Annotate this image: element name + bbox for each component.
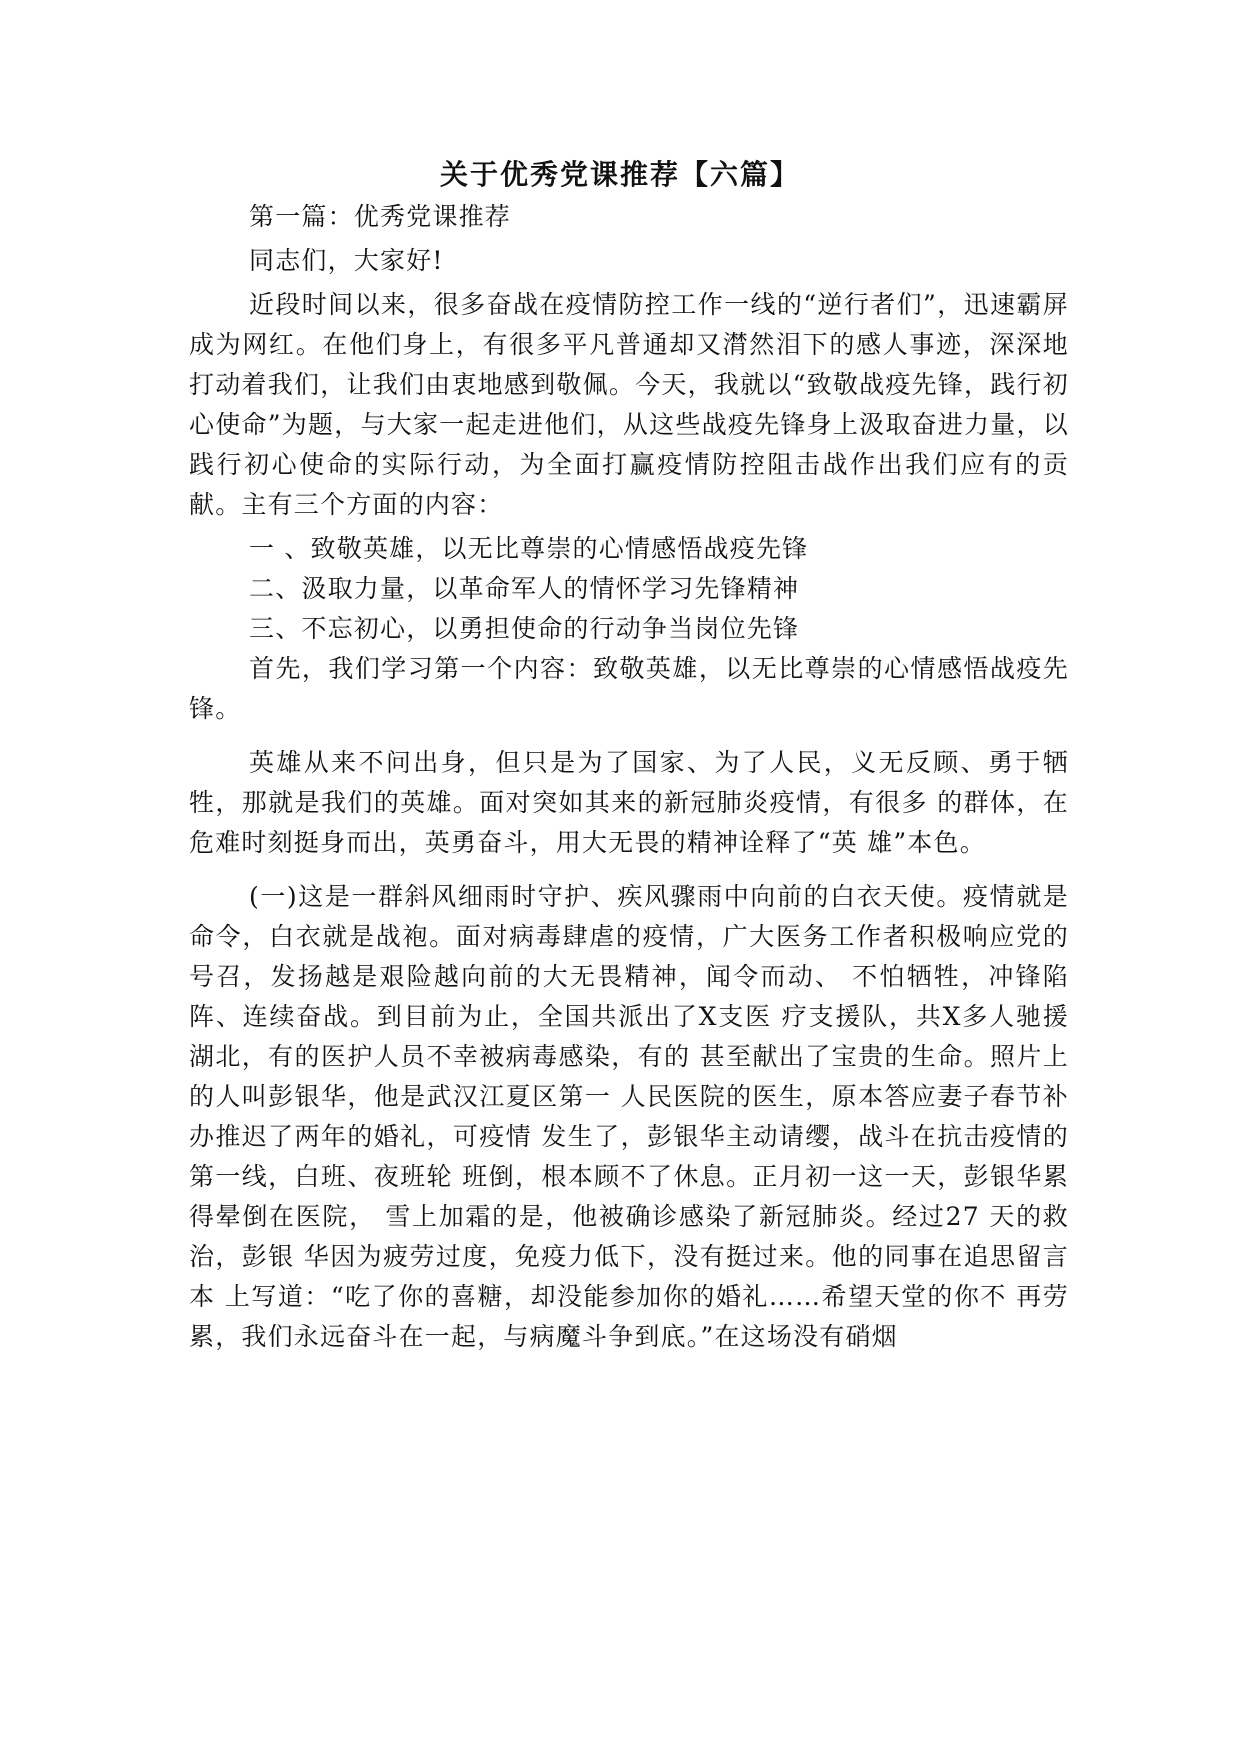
outline-item-2: 二、汲取力量，以革命军人的情怀学习先锋精神 [249,574,800,603]
section-heading: 第一篇：优秀党课推荐 [249,202,512,231]
outline-item-3: 三、不忘初心，以勇担使命的行动争当岗位先锋 [249,614,800,643]
first-content-paragraph: 首先，我们学习第一个内容：致敬英雄，以无比尊崇的心情感悟战疫先锋。 [189,654,1069,723]
greeting: 同志们，大家好! [249,246,444,275]
outline-item-1: 一 、致敬英雄，以无比尊崇的心情感悟战疫先锋 [249,534,809,563]
hero-paragraph: 英雄从来不问出身，但只是为了国家、为了人民，义无反顾、勇于牺牲，那就是我们的英雄。面对突如其来的新冠肺炎疫情，有很多 的群体，在危难时刻挺身而出，英勇奋斗，用大无畏的精神诠释了“英 雄”本色。 [189,748,1069,857]
document-title: 关于优秀党课推荐【六篇】 [439,158,800,191]
document-body [189,197,1069,1357]
intro-paragraph: 近段时间以来，很多奋战在疫情防控工作一线的“逆行者们”，迅速霸屏成为网红。在他们身上，有很多平凡普通却又潸然泪下的感人事迹，深深地打动着我们，让我们由衷地感到敬佩。今天，我就以“致敬战疫先锋，践行初心使命”为题，与大家一起走进他们，从这些战疫先锋身上汲取奋进力量，以践行初心使命的实际行动，为全面打赢疫情防控阻击战作出我们应有的贡献。主有三个方面的内容： [189,290,1069,519]
medical-staff-paragraph: (一)这是一群斜风细雨时守护、疾风骤雨中向前的白衣天使。疫情就是命令，白衣就是战袍。面对病毒肆虐的疫情，广大医务工作者积极响应党的号召，发扬越是艰险越向前的大无畏精神，闻令而动、 不怕牺牲，冲锋陷阵、连续奋战。到目前为止，全国共派出了X支医 疗支援队，共X多人驰援湖北，有的医护人员不幸被病毒感染，有的 甚至献出了宝贵的生命。照片上的人叫彭银华，他是武汉江夏区第一 人民医院的医生，原本答应妻子春节补办推迟了两年的婚礼，可疫情 发生了，彭银华主动请缨，战斗在抗击疫情的第一线，白班、夜班轮 班倒，根本顾不了休息。正月初一这一天，彭银华累得晕倒在医院， 雪上加霜的是，他被确诊感染了新冠肺炎。经过27 天的救治，彭银 华因为疲劳过度，免疫力低下，没有挺过来。他的同事在追思留言本 上写道：“吃了你的喜糖，却没能参加你的婚礼……希望天堂的你不 再劳累，我们永远奋斗在一起，与病魔斗争到底。”在这场没有硝烟 [189,882,1069,1351]
